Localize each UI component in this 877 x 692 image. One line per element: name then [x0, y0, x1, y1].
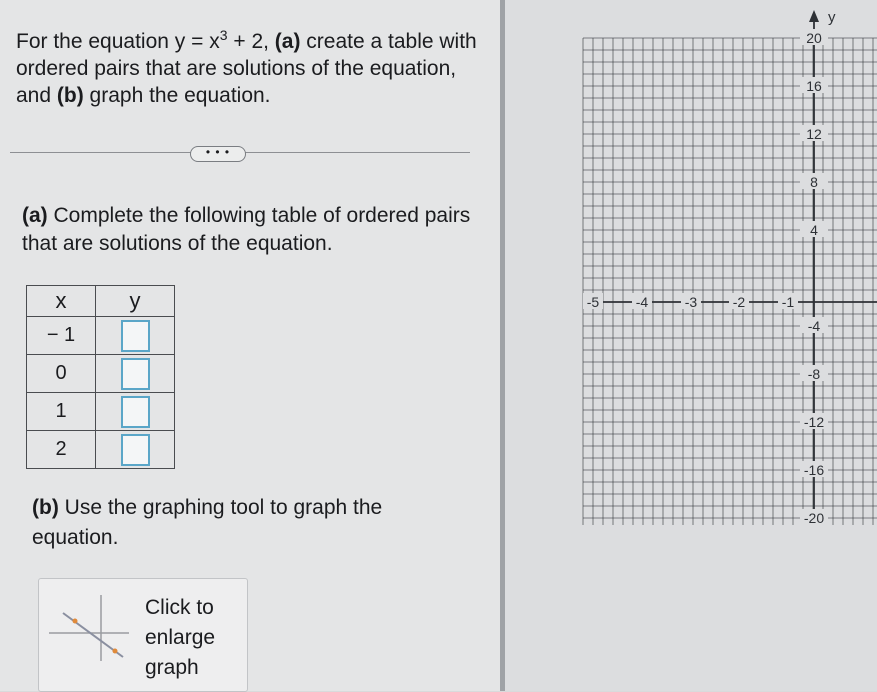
- y-value-cell: [96, 317, 175, 355]
- table-row: [27, 431, 175, 469]
- column-header-y: y: [96, 286, 175, 317]
- enlarge-graph-button[interactable]: [38, 578, 248, 692]
- x-tick-label: -2: [732, 294, 746, 310]
- table-header-row: [27, 286, 175, 317]
- part-b-tag: (b): [32, 496, 59, 519]
- graph-thumbnail-icon: [49, 591, 129, 661]
- y-axis-arrow-icon: [809, 10, 819, 22]
- table-row: [27, 355, 175, 393]
- y-tick-label: -8: [807, 366, 821, 382]
- x-value-cell: 0: [27, 355, 96, 393]
- prompt-text-4: graph the equation.: [83, 84, 271, 107]
- prompt-text-2: + 2,: [227, 30, 275, 53]
- x-tick-label: -5: [586, 294, 600, 310]
- y-value-cell: [96, 431, 175, 469]
- y-tick-label: 20: [806, 30, 822, 46]
- part-b-instructions: [32, 493, 452, 553]
- y-value-cell: [96, 393, 175, 431]
- part-b-text: Use the graphing tool to graph the equation.: [32, 496, 383, 549]
- x-tick-label: -3: [684, 294, 698, 310]
- show-more-button[interactable]: • • •: [190, 146, 246, 162]
- prompt-text-1: For the equation y = x: [16, 30, 220, 53]
- y-answer-input[interactable]: [121, 434, 150, 466]
- prompt-part-a-tag: (a): [274, 30, 301, 53]
- x-tick-label: -4: [635, 294, 649, 310]
- y-answer-input[interactable]: [121, 358, 150, 390]
- y-axis-label: y: [828, 9, 836, 26]
- prompt-exponent: 3: [219, 27, 228, 43]
- y-tick-label: -12: [803, 414, 825, 430]
- y-tick-label: -4: [807, 318, 821, 334]
- question-prompt: [16, 22, 486, 109]
- y-value-cell: [96, 355, 175, 393]
- y-tick-label: 8: [810, 174, 818, 190]
- y-answer-input[interactable]: [121, 396, 150, 428]
- part-a-text: Complete the following table of ordered pairs that are solutions of the equation.: [22, 204, 471, 255]
- part-a-instructions: [22, 202, 482, 258]
- part-a-tag: (a): [22, 204, 48, 227]
- graph-panel: [505, 0, 877, 691]
- y-tick-label: 4: [810, 222, 818, 238]
- prompt-part-b-tag: (b): [56, 84, 84, 107]
- y-tick-label: -16: [803, 462, 825, 478]
- enlarge-graph-label: Click to enlarge graph: [145, 596, 216, 679]
- column-header-x: x: [27, 286, 96, 317]
- x-value-cell: 1: [27, 393, 96, 431]
- coordinate-grid[interactable]: [505, 0, 877, 691]
- table-row: [27, 393, 175, 431]
- ordered-pairs-table: [26, 285, 175, 469]
- table-row: [27, 317, 175, 355]
- y-tick-label: 12: [806, 126, 822, 142]
- x-value-cell: 2: [27, 431, 96, 469]
- x-tick-label: -1: [781, 294, 795, 310]
- y-tick-label: -20: [803, 510, 825, 526]
- prompt-text-3: create a table with ordered pairs that are solutions of the equation, and: [16, 30, 477, 107]
- x-value-cell: − 1: [27, 317, 96, 355]
- y-answer-input[interactable]: [121, 320, 150, 352]
- y-tick-label: 16: [806, 78, 822, 94]
